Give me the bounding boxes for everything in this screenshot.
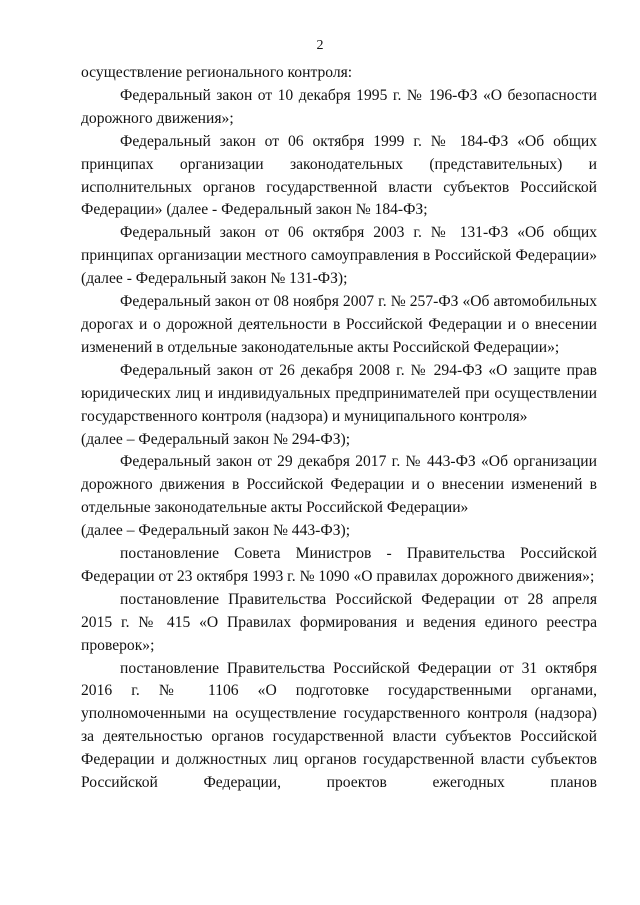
- paragraph-law-294fz-abbrev: (далее – Федеральный закон № 294-ФЗ);: [81, 430, 351, 448]
- paragraph-law-443fz: Федеральный закон от 29 декабря 2017 г. № 443-ФЗ «Об организации дорожного движения в Российской Федерации и о внесении изменений в отдельные законодательные акты Российской Федерации»: [81, 453, 597, 517]
- paragraph-intro: осуществление регионального контроля:: [81, 64, 353, 81]
- document-body: [81, 62, 597, 795]
- page-number: 2: [316, 38, 324, 53]
- paragraph-decree-1090: постановление Совета Министров - Правительства Российской Федерации от 23 октября 1993 г. № 1090 «О правилах дорожного движения»;: [81, 545, 597, 585]
- paragraph-decree-415: постановление Правительства Российской Федерации от 28 апреля 2015 г. № 415 «О Правилах формирования и ведения единого реестра проверок»;: [81, 590, 597, 654]
- paragraph-law-196fz: Федеральный закон от 10 декабря 1995 г. № 196-ФЗ «О безопасности дорожного движения»;: [81, 86, 597, 127]
- paragraph-law-294fz: Федеральный закон от 26 декабря 2008 г. № 294-ФЗ «О защите прав юридических лиц и индивидуальных предпринимателей при осуществлении государственного контроля (надзора) и муниципального контроля»: [81, 361, 597, 425]
- paragraph-law-443fz-abbrev: (далее – Федеральный закон № 443-ФЗ);: [81, 522, 351, 540]
- paragraph-decree-1106: постановление Правительства Российской Федерации от 31 октября 2016 г. № 1106 «О подготовке государственными органами, уполномоченными на осуществление государственного контроля (надзора) за деятельностью органов государственной власти субъектов Российской Федерации и должностных лиц органов государственной власти субъектов Российской Федерации, проектов ежегодных планов: [81, 659, 597, 792]
- paragraph-law-184fz: Федеральный закон от 06 октября 1999 г. № 184-ФЗ «Об общих принципах организации законодательных (представительных) и исполнительных органов государственной власти субъектов Российской Федерации» (далее - Федеральный закон № 184-ФЗ;: [81, 132, 597, 219]
- paragraph-law-131fz: Федеральный закон от 06 октября 2003 г. № 131-ФЗ «Об общих принципах организации местного самоуправления в Российской Федерации» (далее - Федеральный закон № 131-ФЗ);: [81, 224, 597, 288]
- paragraph-law-257fz: Федеральный закон от 08 ноября 2007 г. № 257-ФЗ «Об автомобильных дорогах и о дорожной деятельности в Российской Федерации и о внесении изменений в отдельные законодательные акты Российской Федерации»;: [81, 293, 597, 356]
